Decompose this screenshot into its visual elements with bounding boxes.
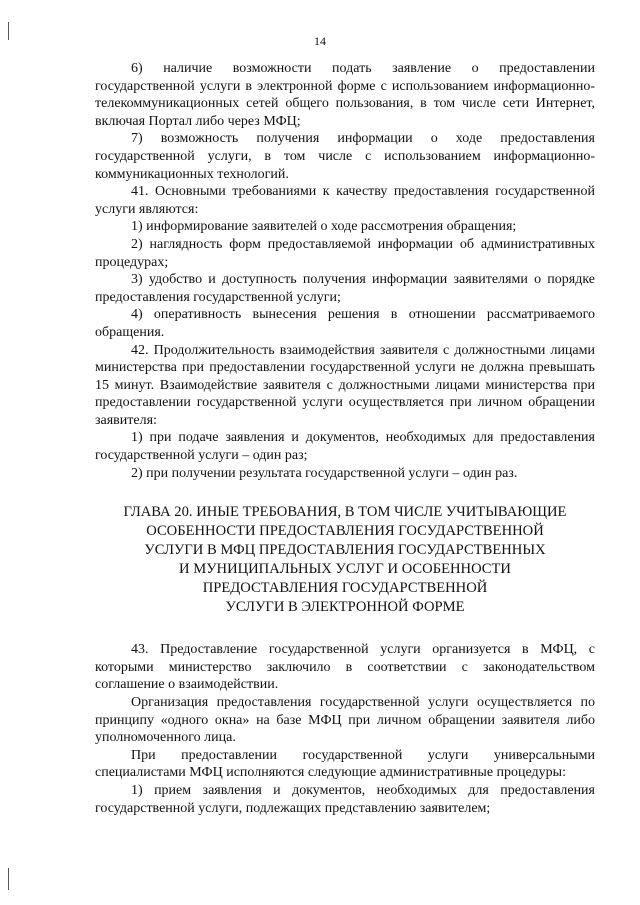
chapter-heading-line: И МУНИЦИПАЛЬНЫХ УСЛУГ И ОСОБЕННОСТИ [179, 561, 511, 578]
paragraph-41-item-3: 3) удобство и доступность получения информации заявителями о порядке предоставления государственной услуги; [95, 272, 595, 305]
document-body [95, 60, 595, 817]
paragraph-item-7: 7) возможность получения информации о ходе предоставления государственной услуги, в том числе с использованием информационно-коммуникационных технологий. [95, 131, 595, 182]
paragraph-41-item-2: 2) наглядность форм предоставляемой информации об административных процедурах; [95, 236, 595, 270]
chapter-heading-line: УСЛУГИ В МФЦ ПРЕДОСТАВЛЕНИЯ ГОСУДАРСТВЕННЫХ [144, 542, 546, 559]
page-number: 14 [314, 34, 326, 48]
paragraph-procedures-intro: При предоставлении государственной услуги универсальными специалистами МФЦ исполняются следующие административные процедуры: [95, 747, 595, 781]
paragraph-41-item-1: 1) информирование заявителей о ходе рассмотрения обращения; [131, 219, 517, 235]
chapter-heading-line: ГЛАВА 20. ИНЫЕ ТРЕБОВАНИЯ, В ТОМ ЧИСЛЕ УЧИТЫВАЮЩИЕ [123, 504, 567, 521]
paragraph-organization: Организация предоставления государственной услуги осуществляется по принципу «одного окна» на базе МФЦ при личном обращении заявителя либо уполномоченного лица. [95, 695, 595, 746]
paragraph-42-item-2: 2) при получении результата государственной услуги – один раз. [131, 465, 518, 481]
scan-edge-mark-bottom [8, 868, 9, 890]
chapter-heading [95, 503, 595, 617]
chapter-heading-line: ОСОБЕННОСТИ ПРЕДОСТАВЛЕНИЯ ГОСУДАРСТВЕННОЙ [146, 523, 544, 540]
chapter-heading-line: УСЛУГИ В ЭЛЕКТРОННОЙ ФОРМЕ [225, 599, 465, 616]
chapter-heading-line: ПРЕДОСТАВЛЕНИЯ ГОСУДАРСТВЕННОЙ [202, 580, 488, 597]
paragraph-item-6: 6) наличие возможности подать заявление о предоставлении государственной услуги в электронной форме с использованием информационно-телекоммуникационных сетей общего пользования, в том числе сети Интернет, включая Портал либо через МФЦ; [95, 61, 595, 129]
paragraph-42: 42. Продолжительность взаимодействия заявителя с должностными лицами министерства при предоставлении государственной услуги не должна превышать 15 минут. Взаимодействие заявителя с должностными лицами министерства при предоставлении государственной услуги осуществляется при личном обращении заявителя: [95, 342, 595, 428]
paragraph-41-item-4: 4) оперативность вынесения решения в отношении рассматриваемого обращения. [95, 307, 595, 340]
paragraph-43: 43. Предоставление государственной услуги организуется в МФЦ, с которыми министерство заключило в соответствии с законодательством соглашение о взаимодействии. [95, 642, 595, 693]
paragraph-42-item-1: 1) при подаче заявления и документов, необходимых для предоставления государственной услуги – один раз; [95, 430, 595, 464]
paragraph-procedure-item-1: 1) прием заявления и документов, необходимых для предоставления государственной услуги, подлежащих представлению заявителем; [95, 783, 595, 816]
paragraph-41: 41. Основными требованиями к качеству предоставления государственной услуги являются: [95, 184, 595, 217]
